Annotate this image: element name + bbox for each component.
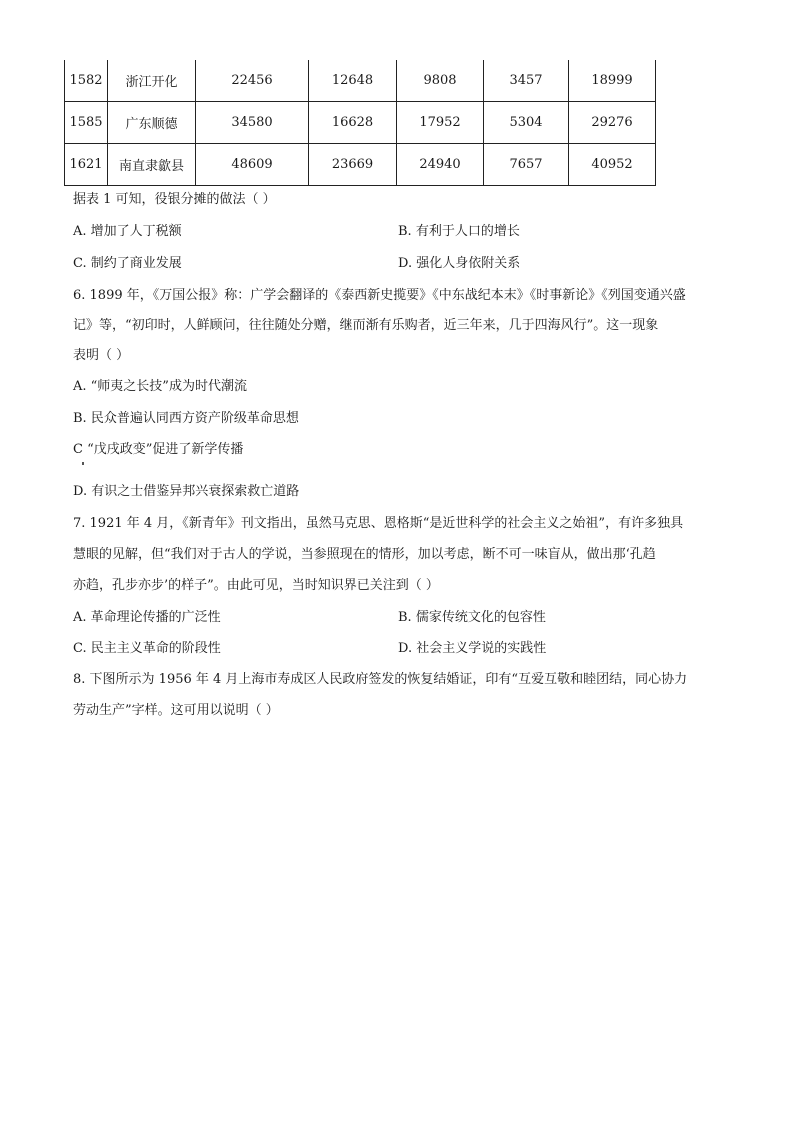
table-cell: 48609 bbox=[196, 144, 309, 186]
q7-option-d[interactable]: D. 社会主义学说的实践性 bbox=[398, 641, 547, 656]
q7-stem-line-1: 7. 1921 年 4 月，《新青年》刊文指出，虽然马克思、恩格斯“是近世科学的社会主义之始祖”，有许多独具 bbox=[73, 516, 684, 531]
q6-option-b[interactable]: B. 民众普遍认同西方资产阶级革命思想 bbox=[73, 411, 299, 426]
table-cell: 29276 bbox=[569, 102, 656, 144]
q6-stem-line-2: 记》等，“初印时，人鲜顾问，往往随处分赠，继而渐有乐购者，近三年来，几于四海风行”。这一现象 bbox=[73, 318, 659, 333]
q6-option-d[interactable]: D. 有识之士借鉴异邦兴衰探索救亡道路 bbox=[73, 484, 300, 499]
q6-option-c[interactable]: C “戊戌政变”促进了新学传播 bbox=[73, 442, 244, 457]
data-table bbox=[64, 60, 656, 186]
table-cell: 南直隶歙县 bbox=[108, 144, 196, 186]
table-row bbox=[65, 144, 656, 186]
table-cell: 浙江开化 bbox=[108, 60, 196, 102]
table-cell: 7657 bbox=[484, 144, 569, 186]
table-cell: 22456 bbox=[196, 60, 309, 102]
table-cell: 40952 bbox=[569, 144, 656, 186]
q6-stem-line-1: 6. 1899 年，《万国公报》称：广学会翻译的《泰西新史揽要》《中东战纪本末》《时事新论》《列国变通兴盛 bbox=[73, 288, 686, 303]
table-cell: 24940 bbox=[397, 144, 484, 186]
data-table-body bbox=[65, 60, 656, 186]
table-cell: 17952 bbox=[397, 102, 484, 144]
q7-option-b[interactable]: B. 儒家传统文化的包容性 bbox=[398, 610, 546, 625]
table-row bbox=[65, 60, 656, 102]
q7-stem-line-3: 亦趋，孔步亦步’的样子”。由此可见，当时知识界已关注到（ ） bbox=[73, 578, 439, 593]
q5-stem: 据表 1 可知，役银分摊的做法（ ） bbox=[73, 192, 276, 207]
table-cell: 1585 bbox=[65, 102, 108, 144]
table-cell: 23669 bbox=[309, 144, 397, 186]
table-cell: 16628 bbox=[309, 102, 397, 144]
table-cell: 3457 bbox=[484, 60, 569, 102]
q5-option-b[interactable]: B. 有利于人口的增长 bbox=[398, 224, 520, 239]
q5-option-a[interactable]: A. 增加了人丁税额 bbox=[73, 224, 182, 239]
table-row bbox=[65, 102, 656, 144]
table-cell: 9808 bbox=[397, 60, 484, 102]
table-cell: 5304 bbox=[484, 102, 569, 144]
q7-stem-line-2: 慧眼的见解，但“我们对于古人的学说，当参照现在的情形，加以考虑，断不可一味盲从，做出那‘孔趋 bbox=[73, 547, 656, 562]
table-cell: 广东顺德 bbox=[108, 102, 196, 144]
table-cell: 1582 bbox=[65, 60, 108, 102]
q8-stem-line-2: 劳动生产”字样。这可用以说明（ ） bbox=[73, 703, 279, 718]
q5-option-d[interactable]: D. 强化人身依附关系 bbox=[398, 256, 521, 271]
q8-stem-line-1: 8. 下图所示为 1956 年 4 月上海市寿成区人民政府签发的恢复结婚证，印有“互爱互敬和睦团结，同心协力 bbox=[73, 672, 688, 687]
table-cell: 18999 bbox=[569, 60, 656, 102]
table-cell: 34580 bbox=[196, 102, 309, 144]
q5-option-c[interactable]: C. 制约了商业发展 bbox=[73, 256, 182, 271]
q7-option-c[interactable]: C. 民主主义革命的阶段性 bbox=[73, 641, 221, 656]
table-cell: 1621 bbox=[65, 144, 108, 186]
scan-dot bbox=[82, 462, 84, 465]
q7-option-a[interactable]: A. 革命理论传播的广泛性 bbox=[73, 610, 221, 625]
q6-stem-line-3: 表明（ ） bbox=[73, 348, 130, 363]
table-cell: 12648 bbox=[309, 60, 397, 102]
q6-option-a[interactable]: A. “师夷之长技”成为时代潮流 bbox=[73, 379, 247, 394]
